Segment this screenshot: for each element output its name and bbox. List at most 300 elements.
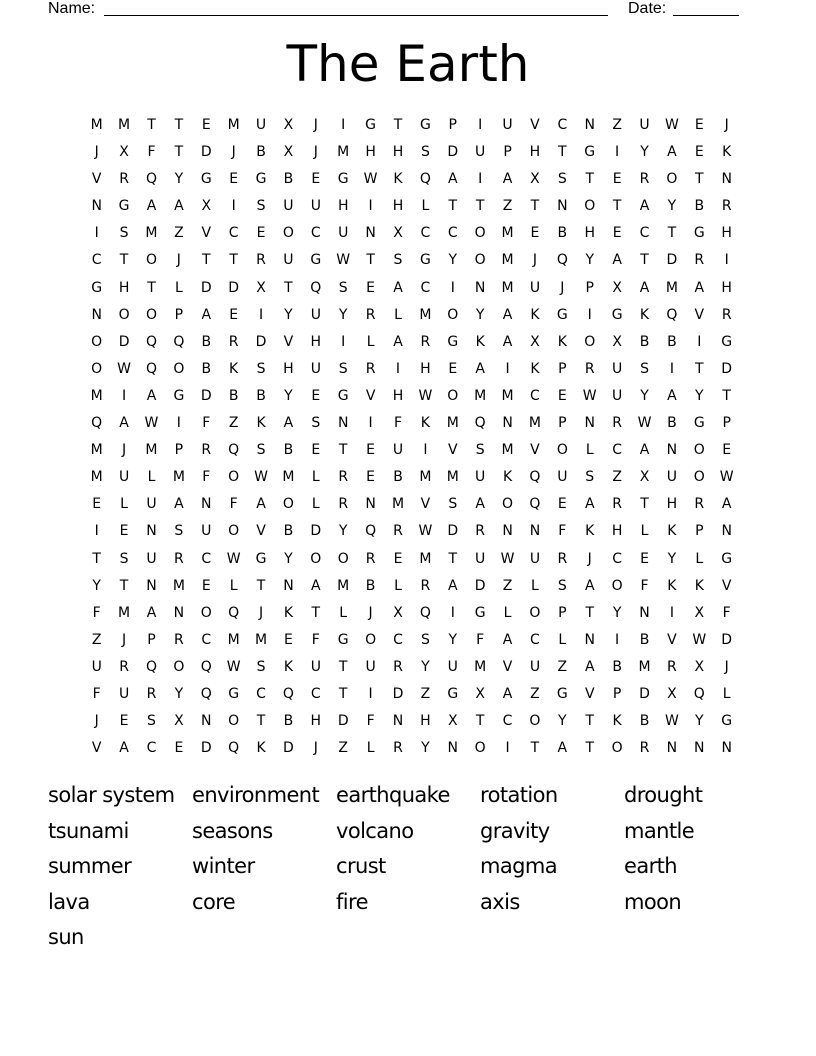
grid-cell[interactable]: R [119, 658, 129, 675]
grid-cell[interactable]: Q [419, 171, 431, 188]
grid-cell[interactable]: S [338, 360, 348, 377]
grid-cell[interactable]: J [258, 604, 264, 621]
grid-cell[interactable]: O [529, 713, 541, 730]
grid-cell[interactable]: O [310, 550, 322, 567]
grid-cell[interactable]: H [310, 713, 322, 730]
grid-cell[interactable]: N [91, 306, 102, 323]
grid-cell[interactable]: Q [529, 469, 541, 486]
grid-cell[interactable]: M [145, 225, 158, 242]
grid-cell[interactable]: E [311, 171, 321, 188]
grid-cell[interactable]: D [721, 360, 733, 377]
grid-cell[interactable]: U [118, 685, 130, 702]
grid-cell[interactable]: H [337, 198, 349, 215]
grid-cell[interactable]: G [693, 415, 705, 432]
grid-cell[interactable]: W [226, 550, 241, 567]
grid-cell[interactable]: G [474, 604, 486, 621]
grid-cell[interactable]: N [502, 415, 513, 432]
grid-cell[interactable]: W [226, 658, 241, 675]
grid-cell[interactable]: C [557, 117, 568, 133]
grid-cell[interactable]: H [420, 713, 431, 730]
grid-cell[interactable]: O [584, 198, 596, 215]
grid-cell[interactable]: Q [145, 658, 157, 675]
grid-cell[interactable]: U [146, 496, 157, 513]
grid-cell[interactable]: G [228, 685, 240, 702]
grid-cell[interactable]: G [255, 171, 267, 188]
grid-cell[interactable]: T [640, 252, 649, 269]
grid-cell[interactable]: O [693, 442, 705, 459]
grid-cell[interactable]: B [256, 387, 266, 404]
grid-cell[interactable]: S [256, 658, 266, 675]
grid-cell[interactable]: S [557, 171, 567, 188]
grid-cell[interactable]: I [94, 225, 99, 242]
grid-cell[interactable]: S [256, 442, 266, 459]
grid-cell[interactable]: T [338, 685, 348, 702]
grid-cell[interactable]: I [258, 306, 264, 323]
grid-cell[interactable]: L [421, 198, 430, 215]
grid-cell[interactable]: I [505, 360, 510, 377]
grid-cell[interactable]: E [92, 496, 102, 513]
grid-cell[interactable]: E [256, 225, 266, 242]
grid-cell[interactable]: E [201, 117, 211, 133]
grid-cell[interactable]: T [174, 117, 184, 133]
grid-cell[interactable]: K [585, 523, 595, 540]
grid-cell[interactable]: G [447, 685, 459, 702]
grid-cell[interactable]: A [174, 198, 184, 215]
grid-cell[interactable]: R [475, 523, 486, 540]
grid-cell[interactable]: A [584, 496, 595, 513]
grid-cell[interactable]: Z [530, 685, 540, 702]
grid-cell[interactable]: N [666, 442, 678, 459]
grid-cell[interactable]: U [475, 550, 486, 567]
grid-cell[interactable]: X [612, 333, 622, 350]
grid-cell[interactable]: T [147, 117, 156, 133]
grid-cell[interactable]: U [529, 279, 541, 296]
grid-cell[interactable]: C [420, 225, 431, 242]
grid-cell[interactable]: A [584, 577, 595, 594]
grid-cell[interactable]: S [420, 144, 430, 161]
grid-cell[interactable]: R [365, 550, 376, 567]
grid-cell[interactable]: J [231, 144, 236, 161]
grid-cell[interactable]: O [474, 225, 486, 242]
grid-cell[interactable]: B [283, 713, 294, 730]
grid-cell[interactable]: D [337, 713, 349, 730]
grid-cell[interactable]: T [695, 360, 704, 377]
grid-cell[interactable]: X [639, 469, 650, 486]
grid-cell[interactable]: L [120, 496, 128, 513]
grid-cell[interactable]: A [146, 198, 157, 215]
grid-cell[interactable]: K [722, 144, 732, 161]
grid-cell[interactable]: O [228, 713, 240, 730]
grid-cell[interactable]: Q [173, 333, 185, 350]
grid-cell[interactable]: N [337, 415, 349, 432]
grid-cell[interactable]: G [310, 252, 322, 269]
grid-cell[interactable]: O [173, 360, 185, 377]
grid-cell[interactable]: R [694, 252, 705, 269]
grid-cell[interactable]: S [585, 469, 595, 486]
grid-cell[interactable]: R [420, 577, 431, 594]
grid-cell[interactable]: T [585, 171, 594, 188]
grid-cell[interactable]: E [119, 713, 129, 730]
grid-cell[interactable]: E [557, 387, 567, 404]
grid-cell[interactable]: Q [693, 685, 705, 702]
grid-cell[interactable]: E [694, 117, 704, 133]
grid-cell[interactable]: E [694, 144, 704, 161]
grid-cell[interactable]: E [722, 442, 732, 459]
grid-cell[interactable]: P [448, 117, 457, 133]
grid-cell[interactable]: M [90, 117, 103, 133]
grid-cell[interactable]: K [393, 171, 403, 188]
name-field[interactable] [104, 1, 608, 16]
grid-cell[interactable]: W [500, 550, 515, 567]
grid-cell[interactable]: T [338, 442, 348, 459]
grid-cell[interactable]: K [557, 333, 567, 350]
grid-cell[interactable]: C [310, 685, 321, 702]
grid-cell[interactable]: R [584, 360, 595, 377]
grid-cell[interactable]: M [90, 469, 103, 486]
grid-cell[interactable]: M [419, 550, 432, 567]
grid-cell[interactable]: O [91, 360, 103, 377]
grid-cell[interactable]: H [283, 360, 294, 377]
grid-cell[interactable]: V [420, 496, 431, 513]
grid-cell[interactable]: W [254, 469, 268, 486]
grid-cell[interactable]: S [256, 360, 266, 377]
grid-cell[interactable]: D [447, 144, 459, 161]
grid-cell[interactable]: M [391, 496, 405, 513]
grid-cell[interactable]: Z [338, 740, 348, 757]
grid-cell[interactable]: L [531, 577, 539, 594]
grid-cell[interactable]: I [368, 685, 373, 702]
grid-cell[interactable]: V [530, 117, 540, 133]
grid-cell[interactable]: D [200, 279, 212, 296]
grid-cell[interactable]: W [117, 360, 131, 377]
grid-cell[interactable]: E [448, 360, 458, 377]
grid-cell[interactable]: M [282, 469, 295, 486]
grid-cell[interactable]: S [338, 279, 348, 296]
grid-cell[interactable]: F [202, 415, 211, 432]
grid-cell[interactable]: L [640, 523, 649, 540]
grid-cell[interactable]: Y [695, 713, 704, 730]
grid-cell[interactable]: Y [284, 306, 293, 323]
grid-cell[interactable]: R [338, 469, 349, 486]
grid-cell[interactable]: W [637, 415, 652, 432]
grid-cell[interactable]: Y [92, 577, 101, 594]
grid-cell[interactable]: R [256, 252, 266, 269]
grid-cell[interactable]: B [201, 333, 212, 350]
grid-cell[interactable]: Z [557, 658, 568, 675]
grid-cell[interactable]: M [254, 631, 268, 648]
grid-cell[interactable]: T [558, 144, 567, 161]
grid-cell[interactable]: L [174, 279, 183, 296]
grid-cell[interactable]: O [365, 631, 377, 648]
grid-cell[interactable]: U [529, 550, 541, 567]
grid-cell[interactable]: J [122, 442, 127, 459]
grid-cell[interactable]: C [447, 225, 458, 242]
grid-cell[interactable]: H [118, 279, 130, 296]
grid-cell[interactable]: H [392, 144, 404, 161]
grid-cell[interactable]: O [474, 252, 486, 269]
grid-cell[interactable]: S [393, 252, 403, 269]
grid-cell[interactable]: Y [640, 144, 649, 161]
grid-cell[interactable]: G [556, 685, 568, 702]
grid-cell[interactable]: A [475, 360, 485, 377]
grid-cell[interactable]: D [255, 333, 267, 350]
grid-cell[interactable]: N [146, 523, 157, 540]
grid-cell[interactable]: E [366, 469, 376, 486]
grid-cell[interactable]: M [419, 469, 432, 486]
grid-cell[interactable]: D [721, 631, 733, 648]
grid-cell[interactable]: N [584, 415, 595, 432]
grid-cell[interactable]: J [313, 144, 318, 161]
grid-cell[interactable]: F [640, 577, 649, 594]
grid-cell[interactable]: P [722, 415, 731, 432]
grid-cell[interactable]: I [395, 360, 401, 377]
grid-cell[interactable]: K [420, 415, 430, 432]
grid-cell[interactable]: X [530, 171, 540, 188]
grid-cell[interactable]: D [392, 685, 404, 702]
grid-cell[interactable]: A [667, 144, 677, 161]
grid-cell[interactable]: Y [695, 387, 704, 404]
grid-cell[interactable]: O [228, 469, 240, 486]
grid-cell[interactable]: Q [228, 442, 240, 459]
grid-cell[interactable]: C [201, 631, 212, 648]
grid-cell[interactable]: N [502, 523, 513, 540]
grid-cell[interactable]: T [366, 252, 375, 269]
grid-cell[interactable]: Q [145, 333, 157, 350]
grid-cell[interactable]: X [612, 279, 622, 296]
grid-cell[interactable]: P [503, 144, 512, 161]
grid-cell[interactable]: A [475, 496, 485, 513]
grid-cell[interactable]: V [283, 333, 294, 350]
grid-cell[interactable]: Q [228, 604, 240, 621]
grid-cell[interactable]: R [393, 658, 403, 675]
grid-cell[interactable]: W [418, 387, 433, 404]
grid-cell[interactable]: Q [529, 496, 541, 513]
grid-cell[interactable]: B [256, 144, 266, 161]
grid-cell[interactable]: T [201, 252, 211, 269]
grid-cell[interactable]: B [283, 523, 294, 540]
grid-cell[interactable]: N [283, 577, 294, 594]
grid-cell[interactable]: B [612, 658, 622, 675]
grid-cell[interactable]: P [147, 631, 156, 648]
grid-cell[interactable]: N [146, 577, 157, 594]
grid-cell[interactable]: H [420, 360, 431, 377]
grid-cell[interactable]: A [201, 306, 212, 323]
grid-cell[interactable]: V [667, 631, 677, 648]
grid-cell[interactable]: U [502, 117, 513, 133]
grid-cell[interactable]: G [200, 171, 212, 188]
grid-cell[interactable]: A [694, 279, 705, 296]
grid-cell[interactable]: B [201, 360, 212, 377]
grid-cell[interactable]: S [420, 631, 430, 648]
grid-cell[interactable]: M [446, 469, 459, 486]
grid-cell[interactable]: T [612, 198, 622, 215]
grid-cell[interactable]: E [557, 496, 567, 513]
grid-cell[interactable]: T [311, 604, 321, 621]
grid-cell[interactable]: Y [640, 387, 649, 404]
grid-cell[interactable]: B [283, 171, 294, 188]
grid-cell[interactable]: L [229, 577, 238, 594]
grid-cell[interactable]: N [584, 117, 595, 133]
grid-cell[interactable]: T [722, 387, 731, 404]
grid-cell[interactable]: T [393, 117, 403, 133]
grid-cell[interactable]: T [530, 740, 540, 757]
grid-cell[interactable]: H [529, 144, 541, 161]
grid-cell[interactable]: A [502, 171, 513, 188]
grid-cell[interactable]: E [229, 306, 239, 323]
grid-cell[interactable]: X [694, 658, 705, 675]
grid-cell[interactable]: Q [282, 685, 294, 702]
grid-cell[interactable]: R [174, 631, 184, 648]
grid-cell[interactable]: R [694, 496, 705, 513]
grid-cell[interactable]: P [558, 360, 567, 377]
grid-cell[interactable]: Y [421, 658, 430, 675]
grid-cell[interactable]: E [119, 523, 129, 540]
grid-cell[interactable]: O [611, 577, 623, 594]
grid-cell[interactable]: Q [666, 306, 678, 323]
grid-cell[interactable]: K [229, 360, 239, 377]
grid-cell[interactable]: P [174, 442, 184, 459]
grid-cell[interactable]: H [310, 333, 322, 350]
grid-cell[interactable]: S [557, 577, 567, 594]
grid-cell[interactable]: T [119, 577, 129, 594]
grid-cell[interactable]: V [584, 685, 595, 702]
grid-cell[interactable]: G [173, 387, 185, 404]
grid-cell[interactable]: G [91, 279, 103, 296]
grid-cell[interactable]: I [615, 144, 620, 161]
grid-cell[interactable]: U [201, 523, 212, 540]
grid-cell[interactable]: S [147, 713, 156, 730]
grid-cell[interactable]: N [721, 171, 732, 188]
grid-cell[interactable]: G [337, 387, 349, 404]
grid-cell[interactable]: L [722, 685, 731, 702]
grid-cell[interactable]: M [665, 279, 678, 296]
grid-cell[interactable]: I [450, 604, 455, 621]
grid-cell[interactable]: N [392, 713, 404, 730]
grid-cell[interactable]: E [201, 577, 211, 594]
grid-cell[interactable]: W [692, 631, 707, 648]
grid-cell[interactable]: M [501, 387, 514, 404]
grid-cell[interactable]: U [639, 117, 650, 133]
grid-cell[interactable]: P [174, 306, 184, 323]
grid-cell[interactable]: W [664, 117, 679, 133]
grid-cell[interactable]: U [392, 442, 404, 459]
grid-cell[interactable]: O [145, 306, 157, 323]
grid-cell[interactable]: O [584, 333, 596, 350]
grid-cell[interactable]: U [475, 469, 486, 486]
grid-cell[interactable]: F [229, 496, 238, 513]
grid-cell[interactable]: R [667, 658, 677, 675]
grid-cell[interactable]: T [585, 713, 594, 730]
grid-cell[interactable]: K [256, 415, 266, 432]
grid-cell[interactable]: D [639, 685, 650, 702]
grid-cell[interactable]: O [611, 740, 623, 757]
grid-cell[interactable]: I [697, 333, 702, 350]
grid-cell[interactable]: I [724, 252, 729, 269]
grid-cell[interactable]: I [94, 523, 99, 540]
grid-cell[interactable]: A [174, 496, 184, 513]
grid-cell[interactable]: A [639, 442, 650, 459]
grid-cell[interactable]: A [393, 279, 403, 296]
grid-cell[interactable]: A [502, 306, 513, 323]
grid-cell[interactable]: B [393, 469, 403, 486]
grid-cell[interactable]: Q [91, 415, 103, 432]
grid-cell[interactable]: A [639, 198, 650, 215]
grid-cell[interactable]: M [227, 631, 240, 648]
grid-cell[interactable]: R [228, 333, 239, 350]
grid-cell[interactable]: U [310, 658, 321, 675]
grid-cell[interactable]: T [174, 144, 184, 161]
grid-cell[interactable]: T [448, 550, 458, 567]
grid-cell[interactable]: Q [200, 685, 212, 702]
grid-cell[interactable]: Z [612, 117, 622, 133]
grid-cell[interactable]: U [310, 360, 321, 377]
grid-cell[interactable]: T [640, 496, 649, 513]
grid-cell[interactable]: N [474, 279, 486, 296]
grid-cell[interactable]: A [447, 577, 458, 594]
grid-cell[interactable]: D [228, 279, 240, 296]
grid-cell[interactable]: Y [284, 387, 293, 404]
grid-cell[interactable]: N [365, 496, 376, 513]
grid-cell[interactable]: V [91, 171, 102, 188]
grid-cell[interactable]: O [118, 306, 130, 323]
grid-cell[interactable]: Y [174, 171, 184, 188]
grid-cell[interactable]: D [283, 740, 294, 757]
grid-cell[interactable]: K [612, 713, 622, 730]
grid-cell[interactable]: W [144, 415, 159, 432]
grid-cell[interactable]: E [612, 171, 622, 188]
grid-cell[interactable]: I [176, 415, 181, 432]
grid-cell[interactable]: Y [284, 550, 293, 567]
grid-cell[interactable]: K [694, 577, 704, 594]
grid-cell[interactable]: C [612, 550, 622, 567]
grid-cell[interactable]: T [92, 550, 101, 567]
grid-cell[interactable]: O [91, 333, 103, 350]
grid-cell[interactable]: N [557, 198, 568, 215]
grid-cell[interactable]: M [446, 415, 459, 432]
grid-cell[interactable]: A [119, 415, 129, 432]
grid-cell[interactable]: Q [145, 360, 157, 377]
grid-cell[interactable]: J [368, 604, 373, 621]
grid-cell[interactable]: A [667, 387, 677, 404]
grid-cell[interactable]: R [721, 198, 732, 215]
grid-cell[interactable]: M [90, 442, 103, 459]
grid-cell[interactable]: V [447, 442, 458, 459]
grid-cell[interactable]: U [255, 117, 267, 133]
grid-cell[interactable]: I [341, 333, 346, 350]
grid-cell[interactable]: R [612, 415, 622, 432]
grid-cell[interactable]: M [172, 577, 185, 594]
grid-cell[interactable]: C [530, 387, 540, 404]
grid-cell[interactable]: L [394, 306, 402, 323]
grid-cell[interactable]: Q [365, 523, 377, 540]
grid-cell[interactable]: A [639, 279, 650, 296]
grid-cell[interactable]: F [311, 631, 320, 648]
grid-cell[interactable]: U [529, 658, 541, 675]
grid-cell[interactable]: Z [420, 685, 431, 702]
grid-cell[interactable]: X [475, 685, 485, 702]
grid-cell[interactable]: C [146, 740, 157, 757]
grid-cell[interactable]: T [256, 577, 266, 594]
grid-cell[interactable]: B [228, 387, 239, 404]
grid-cell[interactable]: M [172, 469, 185, 486]
grid-cell[interactable]: L [311, 469, 320, 486]
grid-cell[interactable]: P [558, 604, 567, 621]
date-field[interactable] [673, 1, 739, 16]
grid-cell[interactable]: Y [338, 523, 348, 540]
grid-cell[interactable]: B [639, 333, 650, 350]
grid-cell[interactable]: O [556, 442, 568, 459]
grid-cell[interactable]: O [282, 225, 294, 242]
